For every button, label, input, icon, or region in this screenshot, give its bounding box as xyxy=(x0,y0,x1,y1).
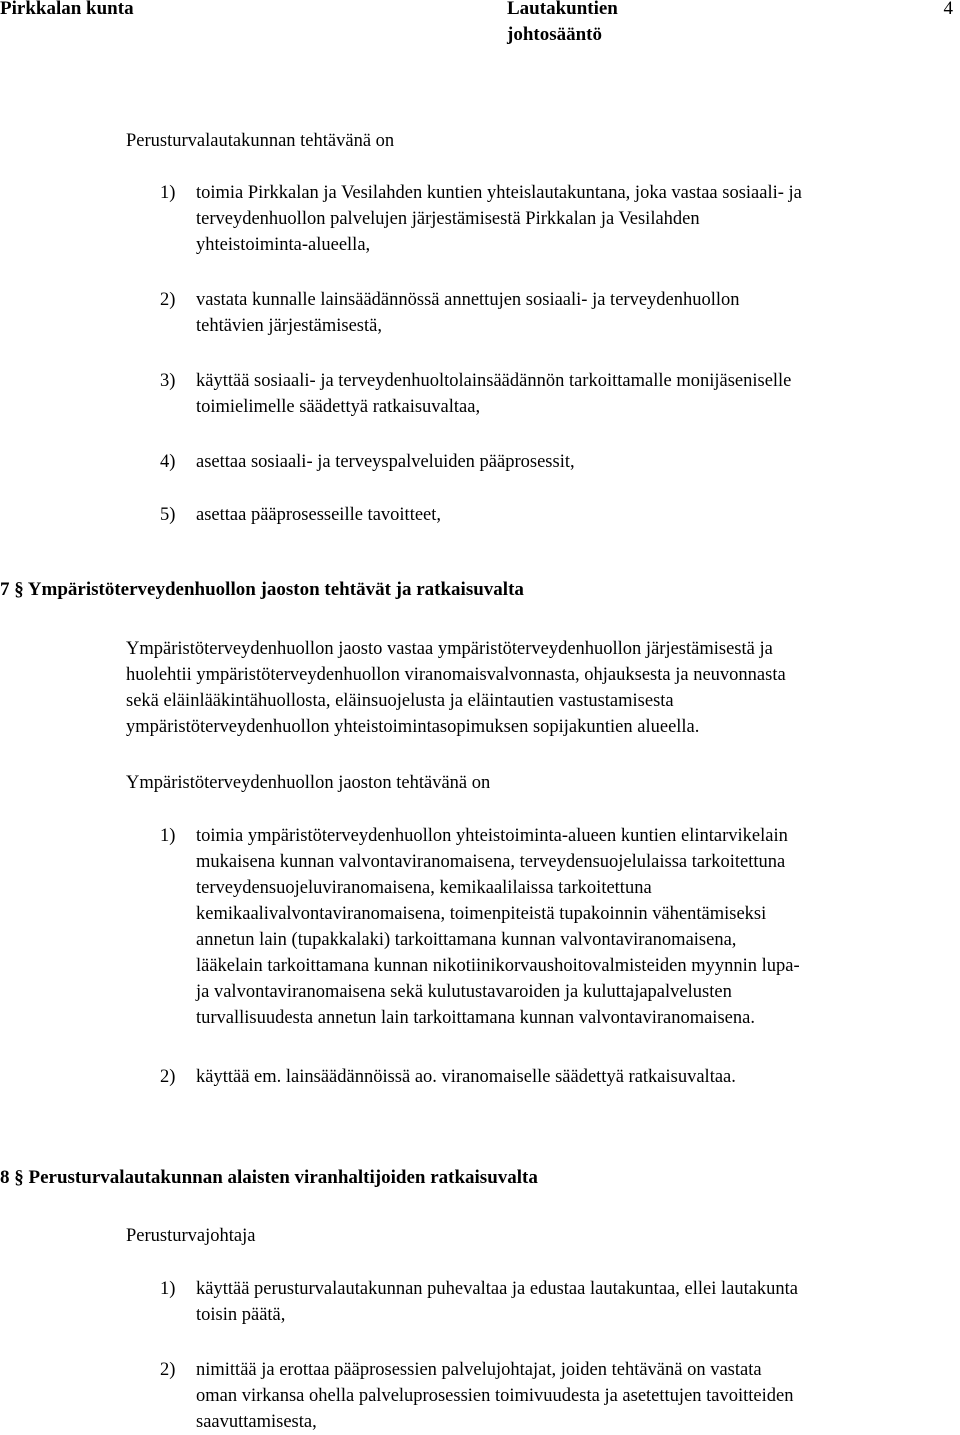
intro-lead: Perusturvalautakunnan tehtävänä on xyxy=(126,131,395,151)
page-number: 4 xyxy=(943,0,953,19)
item-line: toimia ympäristöterveydenhuollon yhteistoiminta-alueen kuntien elintarvikelain xyxy=(196,826,788,846)
item-text xyxy=(196,1357,954,1435)
item-number: 1) xyxy=(160,183,176,203)
paragraph-line: Ympäristöterveydenhuollon jaosto vastaa ympäristöterveydenhuollon järjestämisestä ja xyxy=(126,639,773,659)
item-line: saavuttamisesta, xyxy=(196,1412,317,1432)
item-line: käyttää sosiaali- ja terveydenhuoltolainsäädännön tarkoittamalle monijäseniselle xyxy=(196,371,792,391)
item-number: 2) xyxy=(160,1067,176,1087)
item-number: 2) xyxy=(160,1360,176,1380)
organization-name: Pirkkalan kunta xyxy=(0,0,134,19)
item-number: 5) xyxy=(160,505,176,525)
item-line: käyttää perusturvalautakunnan puhevaltaa ja edustaa lautakuntaa, ellei lautakunta xyxy=(196,1279,799,1299)
paragraph-line: huolehtii ympäristöterveydenhuollon viranomaisvalvonnasta, ohjauksesta ja neuvonnasta xyxy=(126,665,786,685)
item-text xyxy=(196,502,954,528)
item-line: nimittää ja erottaa pääprosessien palvelujohtajat, joiden tehtävänä on vastata xyxy=(196,1360,762,1380)
section-8-lead: Perusturvajohtaja xyxy=(126,1226,256,1246)
item-line: asettaa sosiaali- ja terveyspalveluiden pääprosessit, xyxy=(196,452,575,472)
document-title-line-1: Lautakuntien xyxy=(507,0,618,19)
section-7-paragraph xyxy=(126,636,952,740)
item-line: terveydenhuollon palvelujen järjestämisestä Pirkkalan ja Vesilahden xyxy=(196,209,700,229)
item-number: 1) xyxy=(160,1279,176,1299)
item-line: terveydensuojeluviranomaisena, kemikaalilaissa tarkoitettuna xyxy=(196,878,652,898)
item-number: 4) xyxy=(160,452,176,472)
item-number: 2) xyxy=(160,290,176,310)
item-text xyxy=(196,287,954,339)
item-line: lääkelain tarkoittamana kunnan nikotiinikorvaushoitovalmisteiden myynnin lupa- xyxy=(196,956,800,976)
document-title xyxy=(507,0,618,48)
item-number: 3) xyxy=(160,371,176,391)
item-number: 1) xyxy=(160,826,176,846)
item-line: mukaisena kunnan valvontaviranomaisena, terveydensuojelulaissa tarkoitettuna xyxy=(196,852,786,872)
item-line: toisin päätä, xyxy=(196,1305,286,1325)
item-line: asettaa pääprosesseille tavoitteet, xyxy=(196,505,442,525)
item-text xyxy=(196,180,954,258)
item-line: kemikaalivalvontaviranomaisena, toimenpiteistä tupakoinnin vähentämiseksi xyxy=(196,904,767,924)
section-7-lead: Ympäristöterveydenhuollon jaoston tehtävänä on xyxy=(126,773,491,793)
item-line: turvallisuudesta annetun lain tarkoittamana kunnan valvontaviranomaisena. xyxy=(196,1008,755,1028)
item-line: käyttää em. lainsäädännöissä ao. viranomaiselle säädettyä ratkaisuvaltaa. xyxy=(196,1067,736,1087)
item-line: tehtävien järjestämisestä, xyxy=(196,316,382,336)
item-text xyxy=(196,368,954,420)
section-7-heading: 7 § Ympäristöterveydenhuollon jaoston tehtävät ja ratkaisuvalta xyxy=(0,579,524,600)
item-line: ja valvontaviranomaisena sekä kulutustavaroiden ja kuluttajapalvelusten xyxy=(196,982,732,1002)
item-text xyxy=(196,449,954,475)
item-line: toimia Pirkkalan ja Vesilahden kuntien yhteislautakuntana, joka vastaa sosiaali- ja xyxy=(196,183,802,203)
item-line: toimielimelle säädettyä ratkaisuvaltaa, xyxy=(196,397,481,417)
item-text xyxy=(196,1276,954,1328)
page-header xyxy=(0,0,960,60)
item-line: oman virkansa ohella palveluprosessien toimivuudesta ja asetettujen tavoitteiden xyxy=(196,1386,794,1406)
item-text xyxy=(196,1064,954,1090)
item-line: yhteistoiminta-alueella, xyxy=(196,235,371,255)
item-line: vastata kunnalle lainsäädännössä annettujen sosiaali- ja terveydenhuollon xyxy=(196,290,740,310)
paragraph-line: ympäristöterveydenhuollon yhteistoimintasopimuksen sopijakuntien alueella. xyxy=(126,717,700,737)
item-line: annetun lain (tupakkalaki) tarkoittamana kunnan valvontaviranomaisena, xyxy=(196,930,737,950)
section-8-heading: 8 § Perusturvalautakunnan alaisten viranhaltijoiden ratkaisuvalta xyxy=(0,1167,538,1188)
item-text xyxy=(196,823,954,1031)
paragraph-line: sekä eläinlääkintähuollosta, eläinsuojelusta ja eläintautien vastustamisesta xyxy=(126,691,674,711)
document-title-line-2: johtosääntö xyxy=(507,24,603,45)
